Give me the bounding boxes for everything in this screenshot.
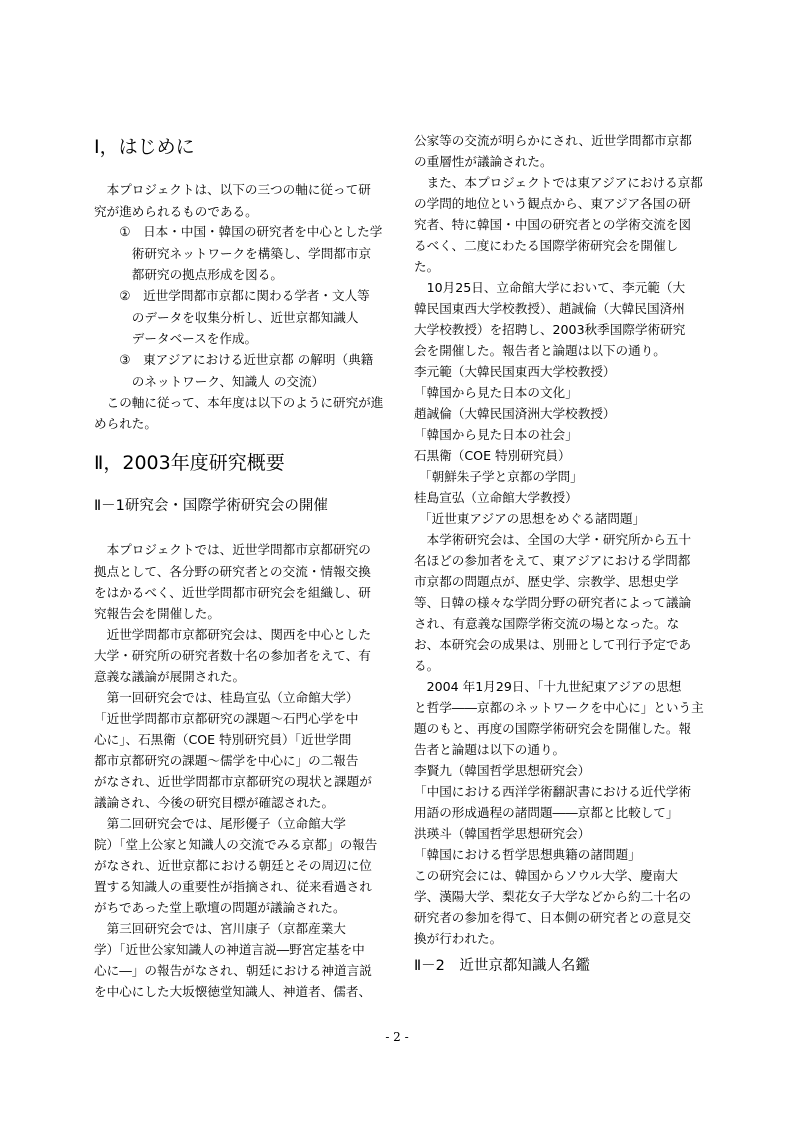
text-line: 究者、特に韓国・中国の研究者との学術交流を図 bbox=[414, 217, 692, 232]
text-line: のネットワーク、知識人 の交流） bbox=[131, 374, 325, 389]
text-line: 都研究の拠点形成を図る。 bbox=[131, 267, 283, 282]
text-line: をはかるべく、近世学問都市研究会を組織し、研 bbox=[94, 585, 371, 600]
text-line: められた。 bbox=[94, 416, 157, 431]
text-line: データベースを作成。 bbox=[131, 331, 258, 346]
text-line: 学）「近世公家知識人の神道言説―野宮定基を中 bbox=[94, 942, 365, 957]
text-line: ① 日本・中国・韓国の研究者を中心とした学 bbox=[119, 224, 383, 239]
section-heading: Ⅱ－2 近世京都知識人名鑑 bbox=[414, 958, 590, 974]
section-heading: Ⅰ，はじめに bbox=[94, 136, 195, 158]
text-line: がなされ、近世学問都市京都研究の現状と課題が bbox=[94, 774, 372, 789]
text-line: 大学校教授）を招聘し、2003秋季国際学術研究 bbox=[414, 322, 686, 337]
text-line: 「近世学問都市京都研究の課題～石門心学を中 bbox=[94, 711, 359, 726]
text-line: の学問的地位という観点から、東アジア各国の研 bbox=[414, 196, 691, 211]
text-line: るべく、二度にわたる国際学術研究会を開催し bbox=[414, 238, 679, 253]
text-line: 究が進められるものである。 bbox=[94, 204, 258, 219]
text-line: 市京都の問題点が、歴史学、宗教学、思想史学 bbox=[414, 574, 679, 589]
text-line: がなされ、近世京都における朝廷とその周辺に位 bbox=[94, 858, 372, 873]
text-line: 10月25日、立命館大学において、李元範（大 bbox=[426, 280, 686, 295]
text-line: 意義な議論が展開された。 bbox=[94, 669, 246, 684]
text-line: 「韓国における哲学思想典籍の諸問題」 bbox=[414, 847, 641, 862]
text-line: 本プロジェクトは、以下の三つの軸に従って研 bbox=[106, 182, 371, 197]
text-line: ③ 東アジアにおける近世京都 の解明（典籍 bbox=[119, 352, 374, 367]
text-line: る。 bbox=[414, 658, 440, 673]
section-heading: Ⅱ－1研究会・国際学術研究会の開催 bbox=[94, 498, 328, 514]
text-line: のデータを収集分析し、近世京都知識人 bbox=[131, 310, 359, 325]
text-line: 李元範（大韓民国東西大学校教授） bbox=[414, 364, 616, 379]
text-line: の重層性が議論された。 bbox=[414, 154, 553, 169]
text-line: 「朝鮮朱子学と京都の学問」 bbox=[419, 469, 583, 484]
text-line: 名ほどの参加者をえて、東アジアにおける学問都 bbox=[414, 553, 691, 568]
text-line: され、有意義な国際学術交流の場となった。な bbox=[414, 616, 680, 631]
text-line: 本プロジェクトでは、近世学問都市京都研究の bbox=[106, 542, 371, 557]
text-line: 院）「堂上公家と知識人の交流でみる京都」の報告 bbox=[94, 837, 378, 852]
text-line: 李賢九（韓国哲学思想研究会） bbox=[414, 763, 591, 778]
text-line: 第二回研究会では、尾形優子（立命館大学 bbox=[106, 816, 346, 831]
text-line: 趙誠倫（大韓民国済洲大学校教授） bbox=[414, 406, 616, 421]
text-line: 近世学問都市京都研究会は、関西を中心とした bbox=[106, 627, 372, 642]
text-line: 告者と論題は以下の通り。 bbox=[414, 742, 566, 757]
text-line: 議論され、今後の研究目標が確認された。 bbox=[94, 795, 335, 810]
text-line: た。 bbox=[414, 259, 440, 274]
text-line: 心に」、石黒衛（COE 特別研究員）「近世学問 bbox=[94, 732, 352, 747]
text-line: 研究者の参加を得て、日本側の研究者との意見交 bbox=[414, 910, 691, 925]
text-line: 等、日韓の様々な学問分野の研究者によって議論 bbox=[414, 595, 692, 610]
text-line: 拠点として、各分野の研究者との交流・情報交換 bbox=[94, 564, 371, 579]
section-heading: Ⅱ，2003年度研究概要 bbox=[94, 452, 285, 474]
text-line: 学、漢陽大学、梨花女子大学などから約二十名の bbox=[414, 889, 692, 904]
text-line: と哲学――京都のネットワークを中心に」という主 bbox=[414, 700, 704, 715]
text-line: 「韓国から見た日本の文化」 bbox=[414, 385, 578, 400]
text-line: 会を開催した。報告者と論題は以下の通り。 bbox=[414, 343, 666, 358]
text-line: この軸に従って、本年度は以下のように研究が進 bbox=[106, 395, 384, 410]
text-line: 「韓国から見た日本の社会」 bbox=[414, 427, 578, 442]
text-line: 用語の形成過程の諸問題――京都と比較して」 bbox=[414, 805, 679, 820]
page-number: - 2 - bbox=[385, 1030, 409, 1044]
text-line: 大学・研究所の研究者数十名の参加者をえて、有 bbox=[94, 648, 371, 663]
text-line: 本学術研究会は、全国の大学・研究所から五十 bbox=[426, 532, 692, 547]
text-line: 心に―」の報告がなされ、朝廷における神道言説 bbox=[94, 963, 372, 978]
text-line: を中心にした大坂懐徳堂知識人、神道者、儒者、 bbox=[94, 984, 372, 999]
text-line: 第三回研究会では、宮川康子（京都産業大 bbox=[106, 921, 346, 936]
text-line: 置する知識人の重要性が指摘され、従来看過され bbox=[94, 879, 372, 894]
text-line: 2004 年1月29日、「十九世紀東アジアの思想 bbox=[426, 679, 682, 694]
text-line: 「中国における西洋学術翻訳書における近代学術 bbox=[414, 784, 692, 799]
text-line: 題のもと、再度の国際学術研究会を開催した。報 bbox=[414, 721, 692, 736]
text-line: 石黒衛（COE 特別研究員） bbox=[414, 448, 571, 463]
text-line: ② 近世学問都市京都に関わる学者・文人等 bbox=[119, 288, 370, 303]
text-line: また、本プロジェクトでは東アジアにおける京都 bbox=[426, 175, 703, 190]
text-line: 洪瑛斗（韓国哲学思想研究会） bbox=[414, 826, 591, 841]
text-line: 「近世東アジアの思想をめぐる諸問題」 bbox=[419, 511, 646, 526]
text-line: 換が行われた。 bbox=[414, 931, 503, 946]
text-line: 究報告会を開催した。 bbox=[94, 606, 220, 621]
text-line: 桂島宣弘（立命館大学教授） bbox=[414, 490, 578, 505]
text-line: がちであった堂上歌壇の問題が議論された。 bbox=[94, 900, 346, 915]
text-line: 韓民国東西大学校教授）、趙誠倫（大韓民国済州 bbox=[414, 301, 685, 316]
text-line: 術研究ネットワークを構築し、学問都市京 bbox=[131, 246, 372, 261]
text-line: 公家等の交流が明らかにされ、近世学問都市京都 bbox=[414, 133, 692, 148]
text-line: この研究会には、韓国からソウル大学、慶南大 bbox=[414, 868, 678, 883]
text-line: 都市京都研究の課題～儒学を中心に」の二報告 bbox=[94, 753, 359, 768]
text-line: お、本研究会の成果は、別冊として刊行予定であ bbox=[414, 637, 692, 652]
text-line: 第一回研究会では、桂島宣弘（立命館大学） bbox=[106, 690, 359, 705]
